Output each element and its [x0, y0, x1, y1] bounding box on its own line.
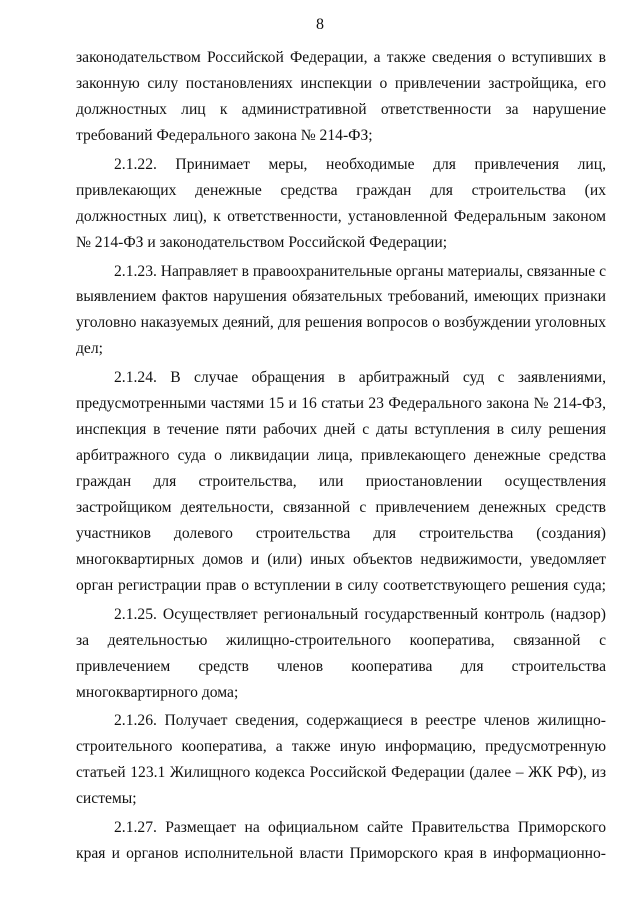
text-line: инспекция в течение пяти рабочих дней с даты вступления в силу решения [76, 421, 606, 439]
text-line: участников долевого строительства для строительства (создания) [76, 524, 606, 542]
text-line: за деятельностью жилищно-строительного кооператива, связанной с [76, 631, 606, 649]
paragraph-p-2-1-27 [76, 815, 606, 867]
text-line: 2.1.26. Получает сведения, содержащиеся в реестре членов жилищно- [114, 712, 606, 730]
text-line: арбитражного суда о ликвидации лица, привлекающего денежные средства [76, 447, 606, 465]
text-line: законодательством Российской Федерации, а также сведения о вступивших в [76, 49, 606, 66]
text-line: системы; [76, 790, 137, 808]
text-line: граждан для строительства, или приостановлении осуществления [76, 473, 606, 490]
text-line: № 214-ФЗ и законодательством Российской Федерации; [76, 233, 448, 251]
text-line: должностных лиц к административной ответственности за нарушение [76, 100, 606, 118]
text-line: предусмотренными частями 15 и 16 статьи 23 Федерального закона № 214-ФЗ, [76, 395, 606, 413]
text-line: дел; [76, 340, 103, 358]
paragraph-p-2-1-25 [76, 602, 606, 706]
text-line: привлечением средств членов кооператива для строительства [76, 657, 606, 675]
paragraph-p-2-1-22 [76, 152, 606, 256]
text-line: 2.1.23. Направляет в правоохранительные органы материалы, связанные с [114, 262, 606, 280]
text-line: 2.1.25. Осуществляет региональный государственный контроль (надзор) [114, 605, 606, 623]
text-line: статьей 123.1 Жилищного кодекса Российской Федерации (далее – ЖК РФ), из [76, 764, 606, 782]
text-line: 2.1.22. Принимает меры, необходимые для привлечения лиц, [114, 155, 606, 173]
text-line: застройщиком деятельности, связанной с привлечением денежных средств [76, 498, 606, 516]
text-line: уголовно наказуемых деяний, для решения вопросов о возбуждении уголовных [76, 314, 606, 332]
text-line: выявлением фактов нарушения обязательных требований, имеющих признаки [76, 288, 606, 306]
text-line: требований Федерального закона № 214-ФЗ; [76, 126, 373, 144]
paragraph-p-2-1-26 [76, 708, 606, 812]
text-line: должностных лиц), к ответственности, установленной Федеральным законом [76, 207, 606, 225]
paragraph-p-2-1-24 [76, 365, 606, 598]
text-line: многоквартирных домов и (или) иных объектов недвижимости, уведомляет [76, 550, 606, 568]
text-line: строительного кооператива, а также иную информацию, предусмотренную [76, 738, 606, 756]
text-line: 2.1.27. Размещает на официальном сайте Правительства Приморского [114, 819, 606, 837]
document-body [76, 45, 606, 870]
text-line: края и органов исполнительной власти Приморского края в информационно- [76, 845, 606, 863]
page-number: 8 [316, 16, 324, 33]
text-line: орган регистрации прав о вступлении в силу соответствующего решения суда; [76, 576, 606, 594]
text-line: законную силу постановлениях инспекции о привлечении застройщика, его [76, 74, 606, 92]
text-line: привлекающих денежные средства граждан для строительства (их [76, 181, 606, 199]
text-line: многоквартирного дома; [76, 683, 239, 701]
text-line: 2.1.24. В случае обращения в арбитражный суд с заявлениями, [114, 369, 606, 387]
paragraph-p-2-1-23 [76, 259, 606, 363]
paragraph-p-continued [76, 45, 606, 149]
